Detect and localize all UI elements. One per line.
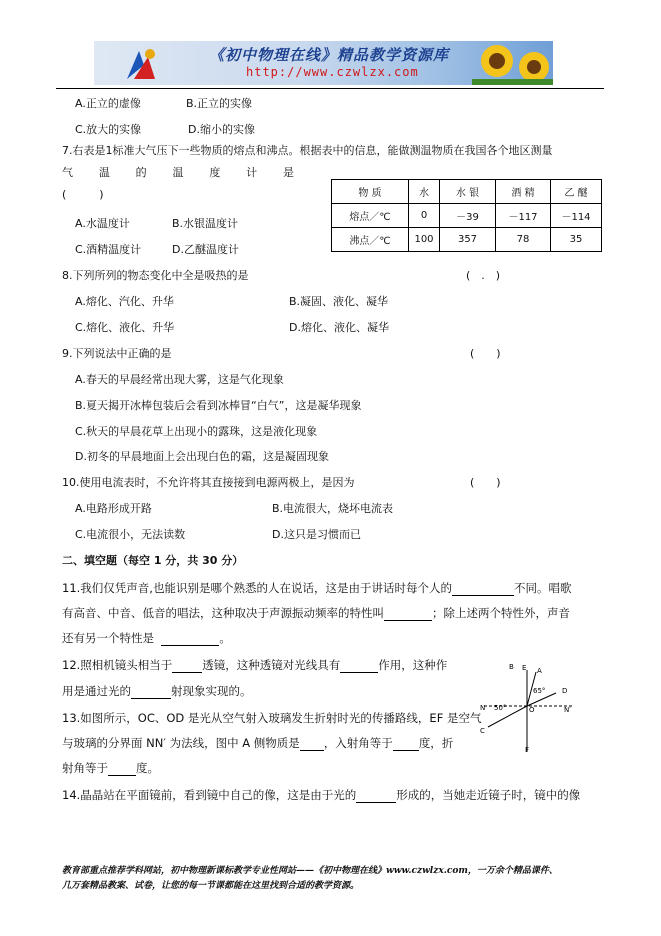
q12-line2 [62, 683, 252, 699]
label-n-prime: N′ [564, 706, 571, 714]
q13-line3 [62, 760, 159, 776]
q9-option-b: B.夏天揭开冰棒包装后会看到冰棒冒“白气”，这是凝华现象 [75, 399, 362, 412]
q12-text: 射现象实现的。 [171, 684, 252, 698]
label-e: E [522, 664, 527, 672]
q12-text: 12.照相机镜头相当于 [62, 658, 173, 672]
answer-blank[interactable] [452, 581, 514, 596]
q7-char: 的 [135, 166, 147, 179]
q7-answer-bracket: ( ) [62, 188, 104, 201]
q7-option-d: D.乙醚温度计 [172, 243, 239, 256]
section-title: 二、填空题（每空 1 分，共 30 分） [62, 554, 244, 567]
q6-option-a: A.正立的虚像 [75, 97, 141, 110]
q7-char: 温 [98, 166, 110, 179]
q8-option-a: A.熔化、汽化、升华 [75, 295, 174, 308]
q11-text: 还有另一个特性是 [62, 631, 154, 645]
header-rule [56, 88, 604, 89]
q10-option-d: D.这只是习惯而已 [272, 528, 361, 541]
q13-text: 射角等于 [62, 761, 108, 775]
q13-line1: 13.如图所示，OC、OD 是光从空气射入玻璃发生折射时光的传播路线，EF 是空气 [62, 711, 482, 725]
q12-text: 作用，这种作 [378, 658, 448, 672]
table-cell: －117 [496, 204, 551, 228]
header-banner [94, 41, 553, 85]
q7-stem-line2 [62, 164, 294, 180]
angle-50: 50° [494, 704, 507, 712]
table-header-cell: 物 质 [332, 180, 409, 204]
table-cell: 35 [551, 228, 602, 252]
q7-option-a: A.水温度计 [75, 217, 130, 230]
table-cell: 沸点／℃ [332, 228, 409, 252]
table-header-cell: 酒 精 [496, 180, 551, 204]
table-row [332, 228, 602, 252]
answer-blank[interactable] [161, 631, 219, 646]
site-logo [124, 45, 158, 81]
footer-line2: 几万套精品教案、试卷，让您的每一节课都能在这里找到合适的教学资源。 [62, 881, 360, 891]
q12-text: 透镜，这种透镜对光线具有 [202, 658, 341, 672]
q6-option-b: B.正立的实像 [186, 97, 253, 110]
q10-stem: 10.使用电流表时，不允许将其直接接到电源两极上，是因为 [62, 476, 355, 489]
table-cell: 熔点／℃ [332, 204, 409, 228]
table-header-cell: 水 银 [440, 180, 496, 204]
answer-blank[interactable] [393, 736, 419, 751]
q11-line3 [62, 630, 231, 646]
table-header-cell: 水 [409, 180, 440, 204]
q7-option-c: C.酒精温度计 [75, 243, 142, 256]
answer-blank[interactable] [356, 788, 396, 803]
q7-char: 温 [172, 166, 184, 179]
q13-line2 [62, 735, 453, 751]
label-b: B [509, 663, 514, 671]
q10-option-b: B.电流很大，烧坏电流表 [272, 502, 394, 515]
answer-blank[interactable] [131, 684, 171, 699]
melting-boiling-table [331, 179, 602, 252]
q8-answer-bracket: ( . ) [466, 269, 501, 282]
q7-char: 是 [282, 166, 294, 179]
table-cell: 0 [409, 204, 440, 228]
q13-text: 度，折 [418, 736, 454, 750]
answer-blank[interactable] [172, 658, 202, 673]
q9-option-d: D.初冬的早晨地面上会出现白色的霜，这是凝固现象 [75, 450, 329, 463]
q11-text: ；除上述两个特性外，声音 [432, 606, 570, 620]
q8-option-c: C.熔化、液化、升华 [75, 321, 175, 334]
q11-line2 [62, 605, 570, 621]
table-cell: －39 [440, 204, 496, 228]
table-header-cell: 乙 醚 [551, 180, 602, 204]
q8-stem: 8.下列所列的物态变化中全是吸热的是 [62, 269, 249, 282]
q11-text: 。 [219, 631, 231, 645]
q13-text: 与玻璃的分界面 NN′ 为法线，图中 A 侧物质是 [62, 736, 300, 750]
label-c: C [480, 727, 485, 735]
q12-text: 用是通过光的 [62, 684, 131, 698]
label-a: A [537, 667, 542, 675]
q7-option-b: B.水银温度计 [172, 217, 239, 230]
q10-option-a: A.电路形成开路 [75, 502, 152, 515]
table-row [332, 204, 602, 228]
sunflower-image [472, 41, 553, 85]
q12-line1 [62, 657, 447, 673]
table-cell: 357 [440, 228, 496, 252]
q6-option-d: D.缩小的实像 [188, 123, 255, 136]
angle-65: 65° [533, 687, 546, 695]
table-cell: 78 [496, 228, 551, 252]
q6-option-c: C.放大的实像 [75, 123, 142, 136]
q10-option-c: C.电流很小，无法读数 [75, 528, 186, 541]
answer-blank[interactable] [108, 761, 136, 776]
q7-char: 气 [62, 166, 73, 179]
q14-text: 形成的，当她走近镜子时，镜中的像 [396, 788, 581, 802]
q8-option-b: B.凝固、液化、凝华 [289, 295, 389, 308]
answer-blank[interactable] [384, 606, 432, 621]
q11-line1 [62, 580, 571, 596]
q7-stem: 7.右表是1标准大气压下一些物质的熔点和沸点。根据表中的信息，能做测温物质在我国各个地区测量 [62, 144, 553, 157]
q14-line1 [62, 787, 580, 803]
table-cell: 100 [409, 228, 440, 252]
table-cell: －114 [551, 204, 602, 228]
q8-option-d: D.熔化、液化、凝华 [289, 321, 389, 334]
q9-option-c: C.秋天的早晨花草上出现小的露珠，这是液化现象 [75, 425, 318, 438]
q9-stem: 9.下列说法中正确的是 [62, 347, 172, 360]
answer-blank[interactable] [340, 658, 378, 673]
q11-text: 不同。唱歌 [513, 581, 572, 595]
label-d: D [562, 687, 568, 695]
refraction-diagram [470, 660, 580, 756]
q9-option-a: A.春天的早晨经常出现大雾，这是气化现象 [75, 373, 284, 386]
table-header-row [332, 180, 602, 204]
q9-answer-bracket: ( ) [470, 347, 501, 360]
q14-text: 14.晶晶站在平面镜前，看到镜中自己的像，这是由于光的 [62, 788, 357, 802]
label-f: F [525, 746, 530, 754]
q11-text: 有高音、中音、低音的唱法，这种取决于声源振动频率的特性叫 [62, 606, 384, 620]
q7-char: 度 [209, 166, 221, 179]
q13-text: 度。 [136, 761, 159, 775]
answer-blank[interactable] [300, 736, 324, 751]
q10-answer-bracket: ( ) [470, 476, 501, 489]
banner-title: 《初中物理在线》精品教学资源库 [209, 46, 450, 64]
label-n: N [480, 704, 486, 712]
q11-text: 11.我们仅凭声音,也能识别是哪个熟悉的人在说话，这是由于讲话时每个人的 [62, 581, 452, 595]
label-o: O [529, 706, 535, 714]
banner-url: http://www.czwlzx.com [246, 65, 419, 79]
q7-char: 计 [246, 166, 258, 179]
q13-text: ，入射角等于 [323, 736, 393, 750]
footer-line1: 教育部重点推荐学科网站，初中物理新课标教学专业性网站——《初中物理在线》www.czwlzx.com，一万余个精品课件、 [62, 866, 558, 876]
